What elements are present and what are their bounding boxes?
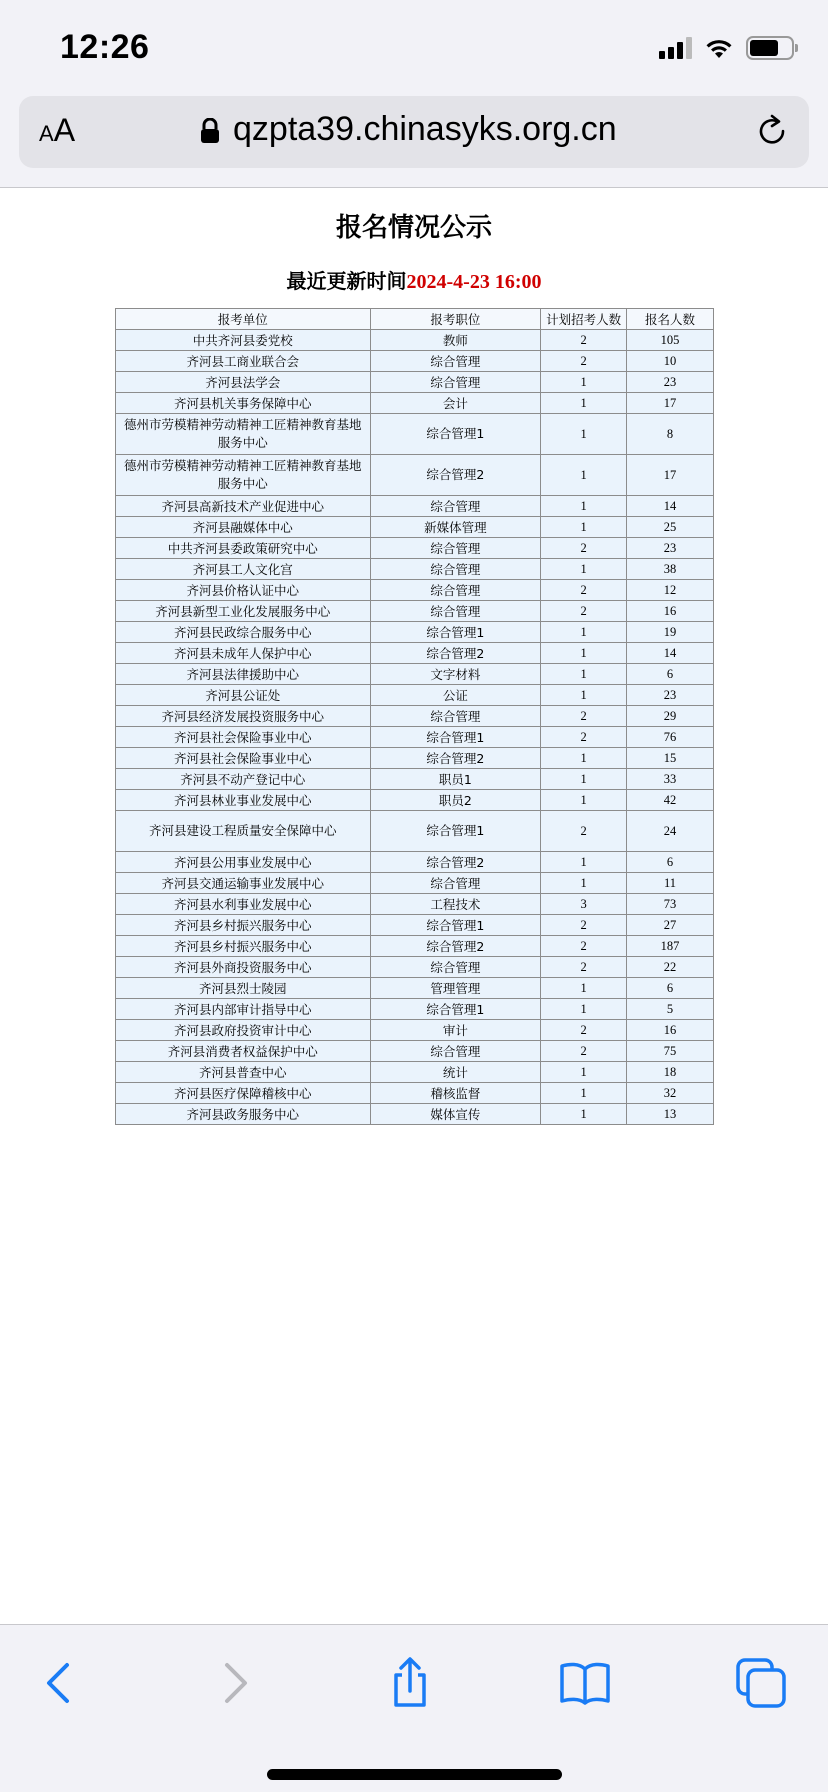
cell-position: 职员2	[370, 790, 541, 811]
cell-planned: 1	[541, 517, 627, 538]
cell-planned: 1	[541, 643, 627, 664]
cell-position: 综合管理	[370, 496, 541, 517]
cell-planned: 1	[541, 978, 627, 999]
cell-applicants: 187	[627, 936, 714, 957]
cell-applicants: 16	[627, 601, 714, 622]
cell-planned: 2	[541, 915, 627, 936]
cell-applicants: 6	[627, 852, 714, 873]
table-header-row	[116, 309, 714, 330]
cell-position: 综合管理	[370, 559, 541, 580]
table-row	[116, 685, 714, 706]
cell-applicants: 105	[627, 330, 714, 351]
cell-planned: 1	[541, 1104, 627, 1125]
cell-planned: 2	[541, 601, 627, 622]
table-row	[116, 1083, 714, 1104]
table-row	[116, 496, 714, 517]
cell-position: 综合管理2	[370, 455, 541, 496]
cell-position: 综合管理1	[370, 727, 541, 748]
cell-applicants: 22	[627, 957, 714, 978]
table-row	[116, 706, 714, 727]
cell-planned: 1	[541, 455, 627, 496]
cell-position: 职员1	[370, 769, 541, 790]
book-icon[interactable]	[557, 1655, 613, 1711]
table-row	[116, 517, 714, 538]
cell-position: 文字材料	[370, 664, 541, 685]
cell-position: 综合管理1	[370, 414, 541, 455]
cell-planned: 1	[541, 414, 627, 455]
cell-applicants: 32	[627, 1083, 714, 1104]
cell-planned: 1	[541, 1083, 627, 1104]
cell-unit: 中共齐河县委政策研究中心	[116, 538, 371, 559]
cell-applicants: 38	[627, 559, 714, 580]
cell-applicants: 10	[627, 351, 714, 372]
cell-planned: 2	[541, 351, 627, 372]
cell-applicants: 14	[627, 643, 714, 664]
status-icons	[659, 36, 794, 60]
cell-position: 综合管理2	[370, 748, 541, 769]
table-row	[116, 643, 714, 664]
cell-unit: 齐河县民政综合服务中心	[116, 622, 371, 643]
cell-position: 公证	[370, 685, 541, 706]
cell-position: 稽核监督	[370, 1083, 541, 1104]
cell-position: 综合管理1	[370, 999, 541, 1020]
table-row	[116, 414, 714, 455]
cell-planned: 1	[541, 999, 627, 1020]
cell-position: 综合管理1	[370, 811, 541, 852]
cell-unit: 齐河县乡村振兴服务中心	[116, 915, 371, 936]
aa-small-label: A	[39, 121, 54, 146]
cell-planned: 1	[541, 873, 627, 894]
cell-planned: 2	[541, 706, 627, 727]
cell-applicants: 19	[627, 622, 714, 643]
header-applicants: 报名人数	[627, 309, 714, 330]
table-row	[116, 351, 714, 372]
cell-applicants: 75	[627, 1041, 714, 1062]
address-bar[interactable]	[19, 96, 809, 168]
cell-unit: 齐河县公证处	[116, 685, 371, 706]
cell-unit: 齐河县高新技术产业促进中心	[116, 496, 371, 517]
table-row	[116, 978, 714, 999]
cell-applicants: 12	[627, 580, 714, 601]
reload-icon[interactable]	[753, 112, 791, 150]
wifi-icon	[704, 37, 734, 59]
cell-unit: 齐河县法律援助中心	[116, 664, 371, 685]
table-row	[116, 455, 714, 496]
cell-planned: 2	[541, 957, 627, 978]
cell-planned: 1	[541, 496, 627, 517]
cell-position: 工程技术	[370, 894, 541, 915]
lock-icon	[200, 118, 220, 144]
header-unit: 报考单位	[116, 309, 371, 330]
table-row	[116, 372, 714, 393]
cell-unit: 齐河县建设工程质量安全保障中心	[116, 811, 371, 852]
cell-planned: 1	[541, 393, 627, 414]
cell-applicants: 5	[627, 999, 714, 1020]
cell-unit: 齐河县经济发展投资服务中心	[116, 706, 371, 727]
table-row	[116, 330, 714, 351]
cell-applicants: 17	[627, 393, 714, 414]
cell-planned: 3	[541, 894, 627, 915]
cell-position: 审计	[370, 1020, 541, 1041]
update-time-line	[0, 265, 828, 294]
cell-position: 综合管理	[370, 538, 541, 559]
cell-unit: 齐河县新型工业化发展服务中心	[116, 601, 371, 622]
table-row	[116, 1041, 714, 1062]
cell-applicants: 24	[627, 811, 714, 852]
table-row	[116, 769, 714, 790]
status-bar	[0, 0, 828, 96]
cell-planned: 1	[541, 852, 627, 873]
cell-unit: 齐河县乡村振兴服务中心	[116, 936, 371, 957]
aa-big-label: A	[53, 112, 76, 148]
cell-applicants: 33	[627, 769, 714, 790]
cell-planned: 1	[541, 372, 627, 393]
cell-position: 综合管理	[370, 1041, 541, 1062]
cell-applicants: 14	[627, 496, 714, 517]
table-row	[116, 727, 714, 748]
cell-planned: 1	[541, 622, 627, 643]
cell-planned: 1	[541, 748, 627, 769]
page-title: 报名情况公示	[335, 213, 492, 243]
browser-address-area	[0, 96, 828, 188]
cell-position: 综合管理2	[370, 936, 541, 957]
cell-position: 会计	[370, 393, 541, 414]
cell-planned: 2	[541, 727, 627, 748]
cell-unit: 齐河县政府投资审计中心	[116, 1020, 371, 1041]
cell-planned: 2	[541, 538, 627, 559]
cell-applicants: 76	[627, 727, 714, 748]
cell-planned: 1	[541, 790, 627, 811]
table-row	[116, 811, 714, 852]
table-row	[116, 999, 714, 1020]
cell-applicants: 8	[627, 414, 714, 455]
cell-unit: 齐河县林业事业发展中心	[116, 790, 371, 811]
cell-position: 综合管理	[370, 873, 541, 894]
cell-unit: 齐河县工商业联合会	[116, 351, 371, 372]
cell-planned: 2	[541, 1041, 627, 1062]
cell-applicants: 15	[627, 748, 714, 769]
cell-applicants: 23	[627, 372, 714, 393]
tabs-icon[interactable]	[733, 1655, 789, 1711]
cell-unit: 德州市劳模精神劳动精神工匠精神教育基地服务中心	[116, 455, 371, 496]
cell-unit: 齐河县不动产登记中心	[116, 769, 371, 790]
cell-unit: 齐河县价格认证中心	[116, 580, 371, 601]
cell-unit: 齐河县政务服务中心	[116, 1104, 371, 1125]
table-row	[116, 1020, 714, 1041]
table-row	[116, 601, 714, 622]
cell-planned: 1	[541, 685, 627, 706]
header-planned: 计划招考人数	[541, 309, 627, 330]
cell-applicants: 29	[627, 706, 714, 727]
cell-position: 综合管理	[370, 580, 541, 601]
cell-planned: 2	[541, 1020, 627, 1041]
cell-applicants: 25	[627, 517, 714, 538]
cellular-signal-icon	[659, 37, 692, 59]
cell-planned: 1	[541, 664, 627, 685]
cell-unit: 齐河县外商投资服务中心	[116, 957, 371, 978]
cell-unit: 齐河县水利事业发展中心	[116, 894, 371, 915]
cell-applicants: 11	[627, 873, 714, 894]
table-row	[116, 664, 714, 685]
cell-applicants: 18	[627, 1062, 714, 1083]
cell-unit: 齐河县烈士陵园	[116, 978, 371, 999]
cell-position: 综合管理2	[370, 852, 541, 873]
cell-unit: 齐河县社会保险事业中心	[116, 748, 371, 769]
update-time: 2024-4-23 16:00	[406, 271, 542, 293]
chevron-left-icon[interactable]	[33, 1655, 89, 1711]
table-row	[116, 957, 714, 978]
cell-planned: 1	[541, 769, 627, 790]
table-row	[116, 1104, 714, 1125]
cell-position: 统计	[370, 1062, 541, 1083]
text-size-button[interactable]	[39, 112, 75, 149]
cell-applicants: 23	[627, 538, 714, 559]
update-label: 最近更新时间	[286, 269, 407, 293]
cell-unit: 齐河县交通运输事业发展中心	[116, 873, 371, 894]
cell-planned: 2	[541, 580, 627, 601]
cell-applicants: 73	[627, 894, 714, 915]
cell-position: 综合管理	[370, 706, 541, 727]
table-row	[116, 580, 714, 601]
table-row	[116, 873, 714, 894]
cell-position: 综合管理	[370, 351, 541, 372]
table-row	[116, 538, 714, 559]
cell-applicants: 6	[627, 978, 714, 999]
cell-applicants: 6	[627, 664, 714, 685]
cell-position: 综合管理	[370, 957, 541, 978]
cell-position: 综合管理2	[370, 643, 541, 664]
table-row	[116, 790, 714, 811]
cell-unit: 齐河县社会保险事业中心	[116, 727, 371, 748]
cell-unit: 齐河县普查中心	[116, 1062, 371, 1083]
cell-unit: 齐河县未成年人保护中心	[116, 643, 371, 664]
cell-planned: 1	[541, 1062, 627, 1083]
cell-position: 综合管理	[370, 372, 541, 393]
chevron-right-icon	[207, 1655, 263, 1711]
table-row	[116, 915, 714, 936]
share-icon[interactable]	[382, 1655, 438, 1711]
cell-unit: 中共齐河县委党校	[116, 330, 371, 351]
header-position: 报考职位	[370, 309, 541, 330]
cell-position: 综合管理1	[370, 915, 541, 936]
cell-applicants: 27	[627, 915, 714, 936]
cell-unit: 齐河县公用事业发展中心	[116, 852, 371, 873]
cell-unit: 齐河县法学会	[116, 372, 371, 393]
cell-planned: 1	[541, 559, 627, 580]
cell-unit: 齐河县消费者权益保护中心	[116, 1041, 371, 1062]
cell-applicants: 13	[627, 1104, 714, 1125]
table-row	[116, 1062, 714, 1083]
cell-position: 新媒体管理	[370, 517, 541, 538]
cell-position: 综合管理1	[370, 622, 541, 643]
cell-applicants: 17	[627, 455, 714, 496]
cell-planned: 2	[541, 811, 627, 852]
table-row	[116, 748, 714, 769]
registration-table	[115, 308, 714, 1125]
cell-unit: 齐河县内部审计指导中心	[116, 999, 371, 1020]
cell-unit: 齐河县工人文化宫	[116, 559, 371, 580]
cell-position: 管理管理	[370, 978, 541, 999]
browser-toolbar	[0, 1624, 828, 1792]
table-row	[116, 852, 714, 873]
cell-unit: 齐河县融媒体中心	[116, 517, 371, 538]
cell-unit: 德州市劳模精神劳动精神工匠精神教育基地服务中心	[116, 414, 371, 455]
home-indicator	[267, 1769, 562, 1780]
table-row	[116, 936, 714, 957]
cell-unit: 齐河县医疗保障稽核中心	[116, 1083, 371, 1104]
cell-applicants: 16	[627, 1020, 714, 1041]
cell-position: 综合管理	[370, 601, 541, 622]
cell-applicants: 23	[627, 685, 714, 706]
cell-planned: 2	[541, 330, 627, 351]
table-row	[116, 559, 714, 580]
cell-position: 教师	[370, 330, 541, 351]
cell-unit: 齐河县机关事务保障中心	[116, 393, 371, 414]
battery-icon	[746, 36, 794, 60]
url-text[interactable]: qzpta39.chinasyks.org.cn	[233, 110, 617, 148]
status-time: 12:26	[60, 28, 150, 66]
table-row	[116, 622, 714, 643]
cell-planned: 2	[541, 936, 627, 957]
cell-position: 媒体宣传	[370, 1104, 541, 1125]
table-row	[116, 393, 714, 414]
table-body	[116, 330, 714, 1125]
table-row	[116, 894, 714, 915]
cell-applicants: 42	[627, 790, 714, 811]
